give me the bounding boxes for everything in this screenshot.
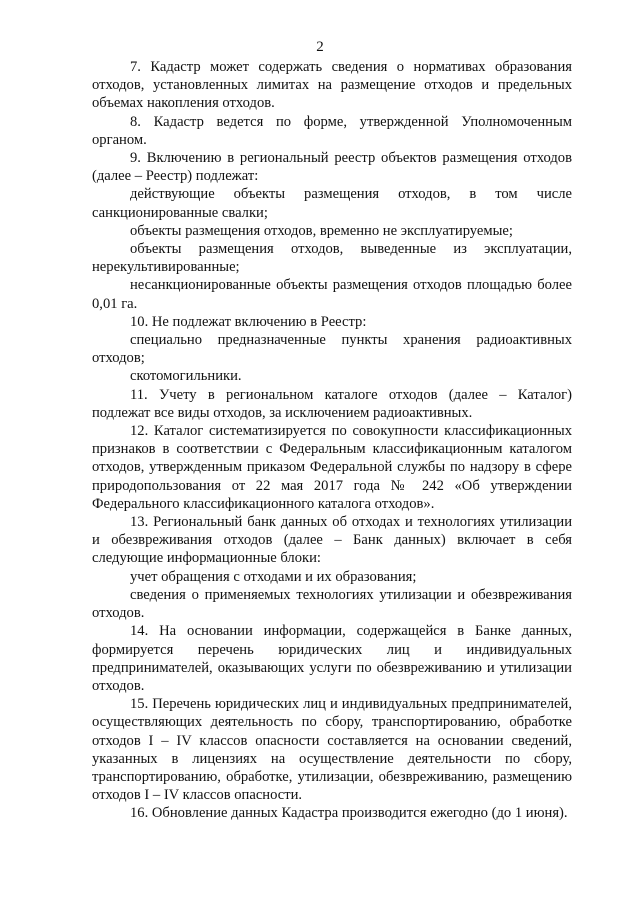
paragraph-10: 10. Не подлежат включению в Реестр: (130, 313, 367, 330)
paragraph-15: 15. Перечень юридических лиц и индивидуальных предпринимателей, осуществляющих деятельность по сбору, транспортированию, обработке отходов I – IV классов опасности составляется на основании сведений, указанных в лицензиях на осуществление деятельности по сбору, транспортированию, обработке, утилизации, обезвреживанию, размещению отходов I – IV классов опасности. (92, 696, 572, 804)
paragraph-13-item-accounting: учет обращения с отходами и их образования; (130, 568, 417, 585)
page-number: 2 (316, 39, 324, 55)
paragraph-16: 16. Обновление данных Кадастра производится ежегодно (до 1 июня). (130, 805, 568, 822)
paragraph-7: 7. Кадастр может содержать сведения о нормативах образования отходов, установленных лимитах на размещение отходов и предельных объемах накопления отходов. (92, 59, 572, 112)
paragraph-9-item-temporary: объекты размещения отходов, временно не эксплуатируемые; (130, 222, 513, 239)
paragraph-9-item-active: действующие объекты размещения отходов, в том числе санкционированные свалки; (92, 186, 572, 221)
document-body (92, 58, 572, 823)
paragraph-14: 14. На основании информации, содержащейся в Банке данных, формируется перечень юридических лиц и индивидуальных предпринимателей, оказывающих услуги по обезвреживанию и утилизации отходов. (92, 623, 572, 694)
paragraph-10-item-radioactive: специально предназначенные пункты хранения радиоактивных отходов; (92, 332, 572, 367)
paragraph-13: 13. Региональный банк данных об отходах и технологиях утилизации и обезвреживания отходов (далее – Банк данных) включает в себя следующие информационные блоки: (92, 514, 572, 567)
paragraph-9: 9. Включению в региональный реестр объектов размещения отходов (далее – Реестр) подлежат: (92, 150, 572, 185)
paragraph-12: 12. Каталог систематизируется по совокупности классификационных признаков в соответствии с Федеральным классификационным каталогом отходов, утвержденным приказом Федеральной службы по надзору в сфере природопользования от 22 мая 2017 года № 242 «Об утверждении Федерального классификационного каталога отходов». (92, 423, 572, 512)
paragraph-9-item-decommissioned: объекты размещения отходов, выведенные из эксплуатации, нерекультивированные; (92, 241, 572, 276)
paragraph-11: 11. Учету в региональном каталоге отходов (далее – Каталог) подлежат все виды отходов, за исключением радиоактивных. (92, 386, 572, 421)
paragraph-8: 8. Кадастр ведется по форме, утвержденной Уполномоченным органом. (92, 113, 572, 148)
paragraph-10-item-burial: скотомогильники. (130, 368, 242, 385)
paragraph-9-item-unauthorized: несанкционированные объекты размещения отходов площадью более 0,01 га. (92, 277, 572, 312)
paragraph-13-item-technologies: сведения о применяемых технологиях утилизации и обезвреживания отходов. (92, 586, 572, 622)
